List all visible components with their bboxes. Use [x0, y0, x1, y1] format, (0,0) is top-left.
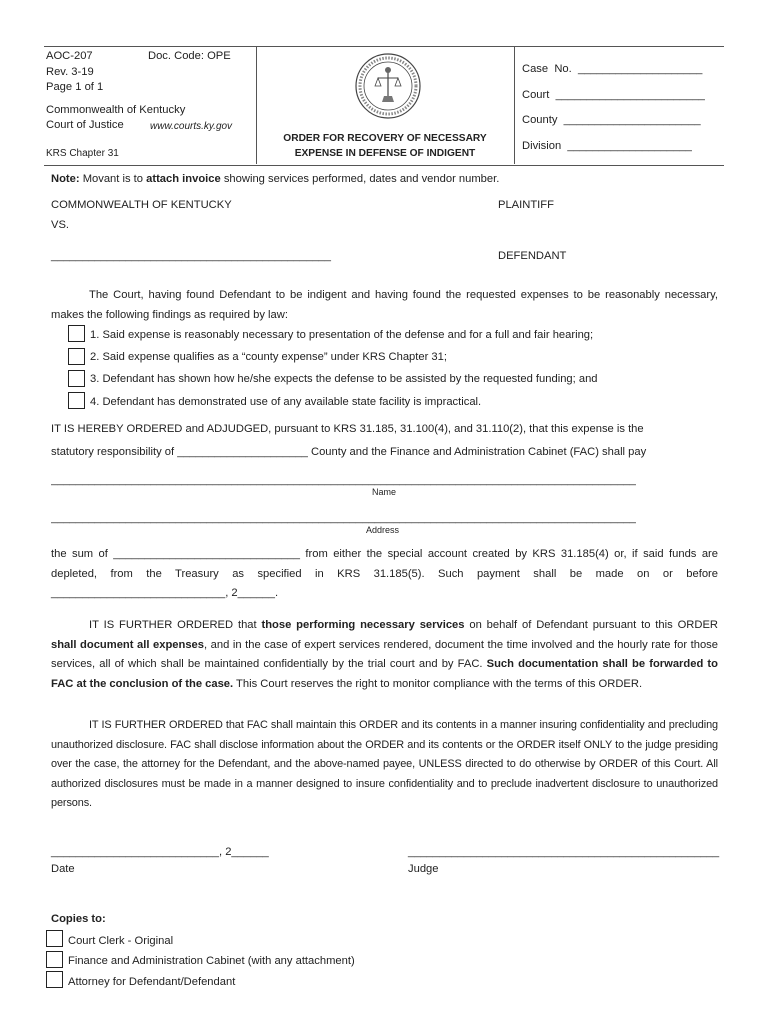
further1-b2: shall document all expenses [51, 638, 205, 651]
finding-3-text: 3. Defendant has shown how he/she expects the defense to be assisted by the requested funding; and [90, 373, 598, 385]
payment-sum-paragraph[interactable]: the sum of ______________________________ from either the special account created by KRS 31.185(4) or, if said funds are depleted, from the Treasury as specified in KRS 31.185(5). Such payment shall be made on or before ____________________________, 2______. [51, 548, 718, 600]
court-seal-icon [354, 52, 422, 120]
judge-signature-field[interactable]: __________________________________________________ [408, 846, 720, 858]
finding-2-checkbox[interactable] [68, 348, 85, 365]
copy-court-clerk-checkbox[interactable] [46, 930, 63, 947]
further1-c: on behalf of Defendant pursuant to this ORDER [464, 619, 718, 631]
findings-intro: The Court, having found Defendant to be indigent and having found the requested expenses to be reasonably necessary, makes the following findings as required by law: [51, 289, 718, 321]
finding-4-text: 4. Defendant has demonstrated use of any available state facility is impractical. [90, 396, 482, 408]
title-line1: ORDER FOR RECOVERY OF NECESSARY [283, 133, 487, 144]
payee-address-field[interactable]: ______________________________________________________________________________________________ [51, 512, 636, 524]
website: www.courts.ky.gov [150, 121, 233, 132]
vs-label: VS. [51, 219, 70, 231]
copy-attorney-label: Attorney for Defendant/Defendant [68, 976, 236, 988]
date-label: Date [51, 863, 75, 875]
finding-3-checkbox[interactable] [68, 370, 85, 387]
commonwealth-label: COMMONWEALTH OF KENTUCKY [51, 199, 232, 211]
copy-attorney-checkbox[interactable] [46, 971, 63, 988]
date-field[interactable]: ___________________________, 2______ [51, 846, 269, 858]
county-field[interactable]: County ______________________ [522, 114, 701, 126]
further1-d: , and in the case of expert services rendered, document the time involved and the hourly rate for those services, all of which shall be maintained confidentially by the trial court and by FAC. [51, 638, 718, 671]
finding-2-text: 2. Said expense qualifies as a “county expense” under KRS Chapter 31; [90, 351, 447, 363]
note-text-a: Movant is to [79, 173, 147, 185]
order-line1: IT IS HEREBY ORDERED and ADJUDGED, pursuant to KRS 31.185, 31.100(4), and 31.110(2), that this expense is the [51, 423, 644, 435]
defendant-name-field[interactable]: _____________________________________________ [51, 250, 331, 262]
payee-name-label: Name [372, 487, 397, 497]
order-line2[interactable]: statutory responsibility of _____________________ County and the Finance and Administration Cabinet (FAC) shall pay [51, 446, 647, 458]
judge-label: Judge [408, 863, 439, 875]
copy-fac-label: Finance and Administration Cabinet (with any attachment) [68, 955, 355, 967]
agency-line1: Commonwealth of Kentucky [46, 104, 186, 116]
copy-fac-checkbox[interactable] [46, 951, 63, 968]
note-text-b: showing services performed, dates and vendor number. [220, 173, 500, 185]
note-bold: attach invoice [146, 173, 221, 185]
finding-4-checkbox[interactable] [68, 392, 85, 409]
revision: Rev. 3-19 [46, 66, 94, 78]
statute: KRS Chapter 31 [46, 148, 119, 159]
finding-1-text: 1. Said expense is reasonably necessary to presentation of the defense and for a full and fair hearing; [90, 329, 594, 341]
case-number-field[interactable]: Case No. ____________________ [522, 63, 703, 75]
further1-e: This Court reserves the right to monitor compliance with the terms of this ORDER. [233, 677, 643, 690]
note [51, 173, 499, 185]
note-label: Note: [51, 173, 80, 185]
further-order-documentation [51, 616, 718, 694]
form-title [256, 131, 514, 161]
doc-code: Doc. Code: OPE [148, 50, 231, 62]
finding-1-checkbox[interactable] [68, 325, 85, 342]
defendant-label: DEFENDANT [498, 250, 567, 262]
plaintiff-label: PLAINTIFF [498, 199, 554, 211]
page-count: Page 1 of 1 [46, 81, 104, 93]
title-line2: EXPENSE IN DEFENSE OF INDIGENT [294, 148, 476, 159]
further1-a: IT IS FURTHER ORDERED that [89, 619, 262, 631]
division-field[interactable]: Division ____________________ [522, 140, 692, 152]
copies-title: Copies to: [51, 913, 106, 925]
further1-b3: Such documentation shall be forwarded to FAC at the conclusion of the case. [51, 658, 718, 690]
agency-line2: Court of Justice [46, 119, 124, 131]
header-divider-right [514, 46, 515, 164]
further-order-confidentiality: IT IS FURTHER ORDERED that FAC shall maintain this ORDER and its contents in a manner insuring confidentiality and precluding unauthorized disclosure. FAC shall disclose information about the ORDER and its contents or the ORDER itself ONLY to the judge presiding over the case, the attorney for the Defendant, and the above-named payee, UNLESS directed to do otherwise by ORDER of this Court. All authorized disclosures must be made in a manner designed to insure confidentiality and to preclude inadvertent disclosure to unauthorized persons. [51, 719, 718, 810]
court-field[interactable]: Court ________________________ [522, 89, 705, 101]
form-id: AOC-207 [46, 50, 93, 62]
payee-name-field[interactable]: ______________________________________________________________________________________________ [51, 474, 636, 486]
copy-court-clerk-label: Court Clerk - Original [68, 935, 174, 947]
further1-b1: those performing necessary services [261, 619, 465, 631]
payee-address-label: Address [366, 525, 400, 535]
